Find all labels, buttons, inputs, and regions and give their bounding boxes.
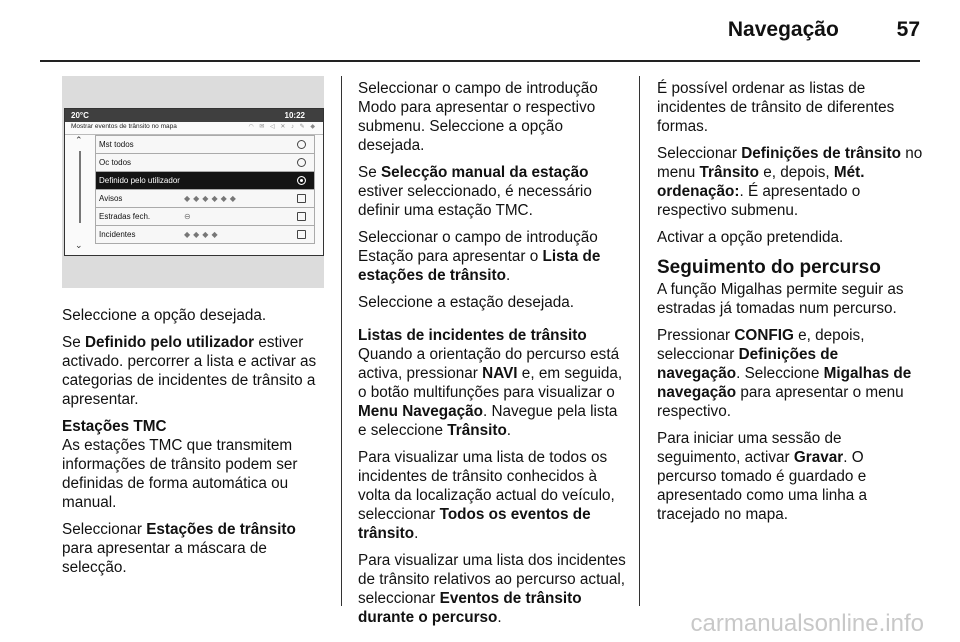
radio-selected-icon	[297, 176, 306, 185]
column-1	[62, 306, 328, 585]
paragraph: Seleccionar o campo de introdução Estação para apresentar o Lista de estações de trânsito.	[358, 229, 601, 284]
temperature: 20°C	[71, 111, 89, 120]
subheading: Estações TMC	[62, 418, 167, 435]
section-title: Navegação	[727, 18, 839, 41]
infotainment-screen	[64, 108, 324, 256]
list-item-label: Definido pelo utilizador	[99, 176, 180, 185]
list-item[interactable]	[95, 135, 315, 154]
list-item-label: Mst todos	[99, 140, 134, 149]
checkbox-icon	[297, 194, 306, 203]
paragraph: Quando a orientação do percurso está activa, pressionar NAVI e, em seguida, o botão multifunções para visualizar o Menu Navegação. Navegue pela lista e seleccione Trânsito.	[358, 346, 623, 439]
column-divider-2	[639, 76, 640, 606]
option-list	[95, 135, 315, 244]
column-2	[358, 79, 630, 635]
radio-icon	[297, 158, 306, 167]
list-item[interactable]	[95, 190, 315, 208]
paragraph: Se Selecção manual da estação estiver seleccionado, é necessário definir uma estação TMC.	[358, 164, 592, 219]
warning-symbols-icon: ◆◆◆◆◆◆	[184, 194, 239, 203]
paragraph: Para visualizar uma lista de todos os incidentes de trânsito conhecidos à volta da localização actual do veículo, seleccionar Todos os eventos de trânsito.	[358, 449, 615, 542]
watermark: carmanualsonline.info	[690, 610, 924, 637]
paragraph: A função Migalhas permite seguir as estradas já tomadas num percurso.	[657, 281, 904, 317]
list-item-label: Incidentes	[99, 230, 136, 239]
paragraph: Seleccione a opção desejada.	[62, 307, 267, 324]
screen-title-bar	[65, 122, 323, 135]
paragraph: Para visualizar uma lista dos incidentes de trânsito relativos ao percurso actual, seleccionar Eventos de trânsito durante o percurso.	[358, 552, 626, 626]
screen-title: Mostrar eventos de trânsito no mapa	[71, 123, 177, 130]
section-heading: Seguimento do percurso	[657, 257, 881, 278]
list-item-label: Avisos	[99, 194, 123, 203]
incident-symbols-icon: ◆◆◆◆	[184, 230, 221, 239]
paragraph: Para iniciar uma sessão de seguimento, activar Gravar. O percurso tomado é guardado e apresentado como uma linha a tracejado no mapa.	[657, 430, 868, 523]
scroll-track	[79, 151, 81, 223]
subheading: Listas de incidentes de trânsito	[358, 327, 587, 344]
paragraph: É possível ordenar as listas de incidentes de trânsito de diferentes formas.	[657, 80, 895, 135]
radio-icon	[297, 140, 306, 149]
list-item-label: Estradas fech.	[99, 212, 151, 221]
paragraph: Seleccionar Definições de trânsito no menu Trânsito e, depois, Mét. ordenação:. É apresentado o respectivo submenu.	[657, 145, 923, 219]
paragraph: Se Definido pelo utilizador estiver activado. percorrer a lista e activar as categorias de incidentes de trânsito a apresentar.	[62, 334, 317, 408]
paragraph: Pressionar CONFIG e, depois, seleccionar Definições de navegação. Seleccione Migalhas de navegação para apresentar o menu respectivo.	[657, 327, 912, 420]
list-item[interactable]	[95, 226, 315, 244]
status-bar	[65, 109, 323, 122]
column-3	[657, 79, 923, 532]
header-rule	[40, 60, 920, 62]
paragraph: Seleccionar o campo de introdução Modo para apresentar o respectivo submenu. Seleccione a opção desejada.	[358, 80, 598, 154]
clock: 10:22	[284, 111, 305, 120]
paragraph: As estações TMC que transmitem informações de trânsito podem ser definidas de forma automática ou manual.	[62, 437, 298, 511]
paragraph: Activar a opção pretendida.	[657, 229, 844, 246]
paragraph: Seleccione a estação desejada.	[358, 294, 575, 311]
list-item[interactable]	[95, 172, 315, 190]
page-header	[728, 18, 920, 42]
page-number: 57	[896, 18, 920, 41]
checkbox-icon	[297, 230, 306, 239]
chevron-down-icon[interactable]: ⌄	[75, 240, 83, 250]
list-item-label: Oc todos	[99, 158, 132, 167]
road-closed-icon: ⊖	[184, 212, 194, 221]
status-icons: ◠ ✉ ◁ ✕ ♪ ✎ ◆	[248, 124, 317, 130]
list-item[interactable]	[95, 154, 315, 172]
chevron-up-icon[interactable]: ⌃	[75, 135, 83, 145]
list-item[interactable]	[95, 208, 315, 226]
scrollbar[interactable]	[71, 135, 89, 251]
paragraph: Seleccionar Estações de trânsito para apresentar a máscara de selecção.	[62, 521, 296, 576]
screen-illustration	[62, 76, 324, 288]
checkbox-icon	[297, 212, 306, 221]
column-divider-1	[341, 76, 342, 606]
